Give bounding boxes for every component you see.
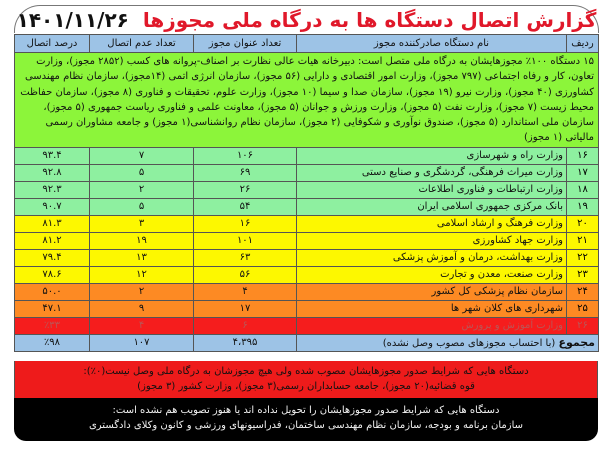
report-date: ۱۴۰۱/۱۱/۲۶	[16, 7, 129, 32]
row-rank: ۱۶	[567, 147, 599, 164]
row-not-connected: ۱۳	[90, 249, 194, 266]
total-row	[15, 334, 599, 351]
row-percent: ۹۰.۷	[15, 198, 90, 215]
fully-connected-note-row	[15, 53, 599, 148]
report-frame	[14, 5, 598, 443]
header-license-count: تعداد عنوان مجوز	[194, 35, 297, 53]
row-not-connected: ۱۹	[90, 232, 194, 249]
table-row	[15, 232, 599, 249]
row-rank: ۲۵	[567, 300, 599, 317]
zero-percent-line-1: دستگاه هایی که شرایط صدور مجوزهایشان مصوب شده ولی هیچ مجوزشان به درگاه ملی وصل نیست(۰٪):	[83, 366, 529, 377]
row-rank: ۲۲	[567, 249, 599, 266]
header-percent: درصد اتصال	[15, 35, 90, 53]
row-not-connected: ۲	[90, 181, 194, 198]
table-row	[15, 147, 599, 164]
row-rank: ۲۶	[567, 317, 599, 334]
header-name: نام دستگاه صادرکننده مجوز	[297, 35, 567, 53]
table-row	[15, 266, 599, 283]
table-row	[15, 283, 599, 300]
total-license-count: ۴،۳۹۵	[194, 334, 297, 351]
row-not-connected: ۱۲	[90, 266, 194, 283]
total-sublabel: (با احتساب مجوزهای مصوب وصل نشده)	[382, 337, 556, 349]
row-agency-name: وزارت میراث فرهنگی، گردشگری و صنایع دستی	[297, 164, 567, 181]
row-percent: ۷۹.۴	[15, 249, 90, 266]
row-agency-name: بانک مرکزی جمهوری اسلامی ایران	[297, 198, 567, 215]
row-rank: ۱۷	[567, 164, 599, 181]
row-percent: ۷۸.۶	[15, 266, 90, 283]
connection-table	[14, 34, 599, 352]
row-percent: ۴۷.۱	[15, 300, 90, 317]
header-rank: ردیف	[567, 35, 599, 53]
row-percent: ۸۱.۲	[15, 232, 90, 249]
total-label-cell	[297, 334, 599, 351]
row-not-connected: ۵	[90, 164, 194, 181]
row-license-count: ۱۷	[194, 300, 297, 317]
row-license-count: ۶۳	[194, 249, 297, 266]
row-license-count: ۶	[194, 317, 297, 334]
total-not-connected: ۱۰۷	[90, 334, 194, 351]
table-header-row	[15, 35, 599, 53]
row-percent: ۵۰.۰	[15, 283, 90, 300]
not-submitted-line-2: سازمان برنامه و بودجه، سازمان نظام مهندسی ساختمان، فدراسیونهای ورزشی و کانون وکلای دادگستری	[88, 420, 524, 431]
row-percent: ۸۱.۳	[15, 215, 90, 232]
fully-connected-note: ۱۵ دستگاه ۱۰۰٪ مجوزهایشان به درگاه ملی متصل است: دبیرخانه هیات عالی نظارت بر اصناف-پروانه های کسب (۲۸۵۲ مجوز)، وزارت تعاون، کار و رفاه اجتماعی (۷۹۷ مجوز)، وزارت امور اقتصادی و دارایی (۵۶ مجوز)، سازمان انرژی اتمی (۱۴مجوز)، سازمان نظام مهندسی کشاورزی (۴۰ مجوز)، وزارت نیرو (۱۹ مجوز)، سازمان صدا و سیما (۱۰ مجوز)، وزارت علوم، تحقیقات و فناوری (۸ مجوز)، سازمان حفاظت محیط زیست (۷ مجوز)، وزارت نفت (۵ مجوز)، وزارت ورزش و جوانان (۵ مجوز)، معاونت علمی و فناوری ریاست جمهوری (۵ مجوز)، سازمان ملی استاندارد (۵ مجوز)، صندوق نوآوری و شکوفایی (۲ مجوز)، سازمان نظام روانشناسی(۱ مجوز) و جامعه مشاوران رسمی مالیاتی (۱ مجوز)	[15, 53, 599, 148]
table-row	[15, 164, 599, 181]
row-not-connected: ۹	[90, 300, 194, 317]
report-title: گزارش اتصال دستگاه ها به درگاه ملی مجوزها	[142, 7, 597, 32]
table-row	[15, 249, 599, 266]
table-row	[15, 198, 599, 215]
row-agency-name: سازمان نظام پزشکی کل کشور	[297, 283, 567, 300]
row-license-count: ۵۴	[194, 198, 297, 215]
row-rank: ۲۳	[567, 266, 599, 283]
zero-percent-note	[14, 361, 598, 398]
row-percent: ۹۲.۳	[15, 181, 90, 198]
report-title-bar	[14, 5, 599, 33]
row-not-connected: ۷	[90, 147, 194, 164]
row-rank: ۲۰	[567, 215, 599, 232]
table-row	[15, 317, 599, 334]
header-not-connected: تعداد عدم اتصال	[90, 35, 194, 53]
row-percent: ۹۳.۴	[15, 147, 90, 164]
not-submitted-line-1: دستگاه هایی که شرایط صدور مجوزهایشان را تحویل نداده اند یا هنوز تصویب هم نشده است:	[112, 405, 500, 416]
row-not-connected: ۳	[90, 215, 194, 232]
row-not-connected: ۵	[90, 198, 194, 215]
table-row	[15, 181, 599, 198]
total-label: مجموع	[558, 335, 595, 349]
table-row	[15, 215, 599, 232]
row-license-count: ۱۰۶	[194, 147, 297, 164]
row-not-connected: ۴	[90, 317, 194, 334]
row-rank: ۲۱	[567, 232, 599, 249]
row-agency-name: وزارت ارتباطات و فناوری اطلاعات	[297, 181, 567, 198]
row-agency-name: وزارت بهداشت، درمان و آموزش پزشکی	[297, 249, 567, 266]
row-rank: ۱۹	[567, 198, 599, 215]
row-license-count: ۵۶	[194, 266, 297, 283]
row-license-count: ۴	[194, 283, 297, 300]
row-agency-name: وزارت فرهنگ و ارشاد اسلامی	[297, 215, 567, 232]
row-license-count: ۲۶	[194, 181, 297, 198]
row-agency-name: شهرداری های کلان شهر ها	[297, 300, 567, 317]
row-rank: ۲۴	[567, 283, 599, 300]
row-license-count: ۱۶	[194, 215, 297, 232]
row-agency-name: وزارت راه و شهرسازی	[297, 147, 567, 164]
row-percent: ۹۲.۸	[15, 164, 90, 181]
not-submitted-note	[14, 398, 598, 441]
row-license-count: ۱۰۱	[194, 232, 297, 249]
zero-percent-line-2: قوه قضائیه(۲۰ مجوز)، جامعه حسابداران رسمی(۳ مجوز)، وزارت کشور (۳ مجوز)	[137, 381, 475, 392]
total-percent: ٪۹۸	[15, 334, 90, 351]
row-rank: ۱۸	[567, 181, 599, 198]
table-row	[15, 300, 599, 317]
row-agency-name: وزارت جهاد کشاورزی	[297, 232, 567, 249]
row-not-connected: ۲	[90, 283, 194, 300]
row-percent: ٪۳۳	[15, 317, 90, 334]
row-agency-name: وزارت آموزش و پرورش	[297, 317, 567, 334]
row-license-count: ۶۹	[194, 164, 297, 181]
row-agency-name: وزارت صنعت، معدن و تجارت	[297, 266, 567, 283]
